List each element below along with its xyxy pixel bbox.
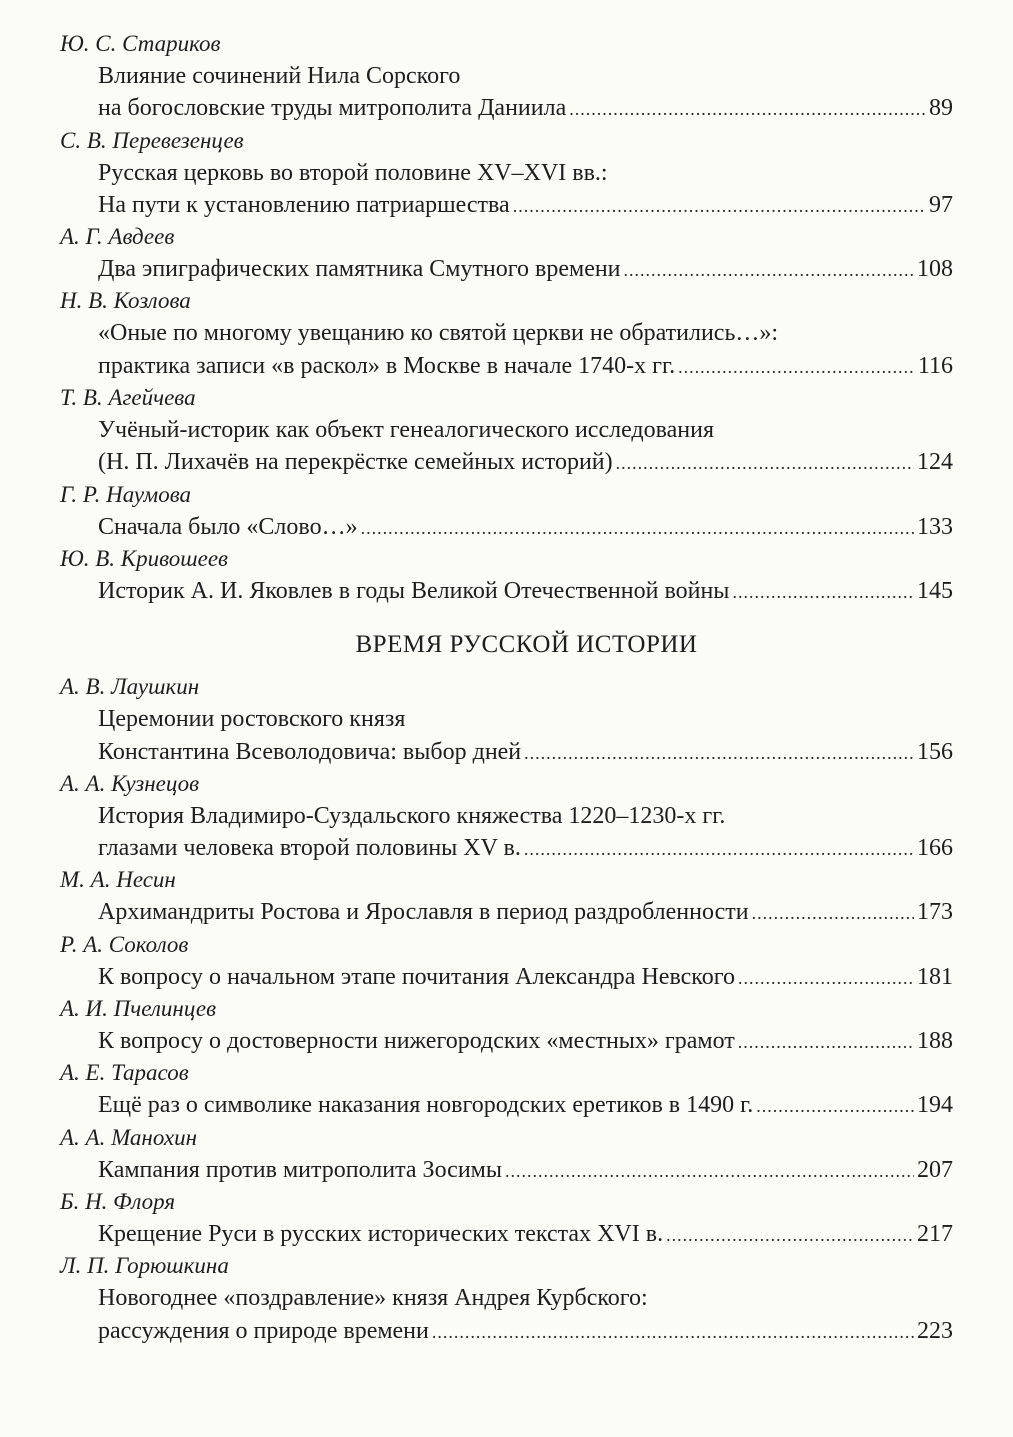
entry-author: А. А. Манохин [60, 1124, 198, 1150]
dot-leader [678, 351, 915, 382]
entry-title-line-with-page [60, 1025, 953, 1057]
entry-title-text: Ещё раз о символике наказания новгородских еретиков в 1490 г. [98, 1092, 754, 1119]
section-title: ВРЕМЯ РУССКОЙ ИСТОРИИ [355, 631, 698, 659]
page-number: 207 [917, 1156, 953, 1183]
toc-entry [60, 543, 953, 607]
toc-entry [60, 768, 953, 865]
dot-leader [756, 1090, 914, 1121]
entry-author: Л. П. Горюшкина [60, 1253, 229, 1279]
entry-title-text: Два эпиграфических памятника Смутного времени [98, 256, 621, 283]
entry-title-line-with-page [60, 961, 953, 993]
toc-entry [60, 1250, 953, 1347]
page-number: 116 [917, 352, 953, 379]
entry-title-line-with-page [60, 1154, 953, 1186]
toc-entry [60, 221, 953, 285]
entry-author: А. Е. Тарасов [60, 1060, 189, 1086]
toc-entry [60, 125, 953, 222]
entry-title-line-with-page [60, 446, 953, 478]
entry-author: Ю. С. Стариков [60, 31, 221, 56]
dot-leader [432, 1316, 914, 1347]
entry-author: Т. В. Агейчева [60, 385, 196, 411]
entry-author: А. Г. Авдеев [60, 224, 175, 250]
entry-title-text: К вопросу о начальном этапе почитания Александра Невского [98, 963, 735, 990]
entry-title-text: (Н. П. Лихачёв на перекрёстке семейных историй) [98, 449, 613, 476]
entry-title-text: рассуждения о природе времени [98, 1317, 429, 1344]
entry-title-line-with-page [60, 511, 953, 543]
entry-title-text: Архимандриты Ростова и Ярославля в период раздробленности [98, 899, 749, 926]
toc-entry [60, 285, 953, 382]
entry-title-line: Влияние сочинений Нила Сорского [98, 63, 461, 89]
dot-leader [569, 93, 926, 124]
dot-leader [524, 737, 914, 768]
toc-entry [60, 479, 953, 543]
toc-entry [60, 382, 953, 479]
entry-author: А. И. Пчелинцев [60, 996, 217, 1022]
entry-author: М. А. Несин [60, 867, 176, 893]
dot-leader [505, 1155, 914, 1186]
page-number: 97 [929, 191, 953, 218]
entry-author: Ю. В. Кривошеев [60, 545, 229, 571]
entry-title-text: Крещение Руси в русских исторических текстах XVI в. [98, 1220, 664, 1247]
toc-entry [60, 1186, 953, 1250]
entry-title-line: Церемонии ростовского князя [98, 706, 406, 733]
page-number: 188 [917, 1028, 953, 1055]
dot-leader [738, 962, 914, 993]
entry-author: Н. В. Козлова [60, 288, 191, 314]
entry-title-line: Русская церковь во второй половине XV–XVI вв.: [98, 159, 608, 186]
entry-title-text: практика записи «в раскол» в Москве в начале 1740-х гг. [98, 352, 676, 379]
page-number: 194 [917, 1092, 953, 1119]
entry-title-text: глазами человека второй половины XV в. [98, 835, 521, 862]
page-number: 133 [917, 513, 953, 540]
toc-entry [60, 864, 953, 928]
dot-leader [624, 254, 914, 285]
page-number: 108 [917, 256, 953, 283]
entry-author: А. А. Кузнецов [60, 770, 200, 796]
dot-leader [738, 1026, 914, 1057]
entry-title-text: Сначала было «Слово…» [98, 513, 358, 540]
page-number: 145 [917, 577, 953, 604]
dot-leader [513, 190, 926, 221]
toc-list [60, 671, 953, 1347]
entry-title-line: Новогоднее «поздравление» князя Андрея Курбского: [98, 1285, 648, 1312]
dot-leader [524, 833, 914, 864]
entry-title-line: История Владимиро-Суздальского княжества 1220–1230-х гг. [98, 802, 726, 829]
entry-author: А. В. Лаушкин [60, 674, 200, 700]
entry-title-text: Историк А. И. Яковлев в годы Великой Отечественной войны [98, 577, 730, 604]
toc-entry [60, 929, 953, 993]
entry-title-text: Константина Всеволодовича: выбор дней [98, 738, 522, 765]
entry-title-line-with-page [60, 1089, 953, 1121]
entry-title-line-with-page [60, 92, 953, 124]
entry-title-line-with-page [60, 1315, 953, 1347]
page-number: 181 [917, 963, 953, 990]
dot-leader [361, 512, 914, 543]
entry-title-line: Учёный-историк как объект генеалогического исследования [98, 417, 715, 444]
toc-entry [60, 993, 953, 1057]
page-number: 166 [917, 835, 953, 862]
entry-title-text: На пути к установлению патриаршества [98, 191, 510, 218]
entry-title-text: Кампания против митрополита Зосимы [98, 1156, 502, 1183]
dot-leader [732, 576, 914, 607]
toc-entry [60, 1057, 953, 1121]
dot-leader [616, 447, 914, 478]
entry-title-line: «Оные по многому увещанию ко святой церкви не обратились…»: [98, 320, 779, 347]
entry-title-line-with-page [60, 350, 953, 382]
page-number: 156 [917, 738, 953, 765]
entry-title-line-with-page [60, 832, 953, 864]
toc-entry [60, 671, 953, 768]
entry-author: С. В. Перевезенцев [60, 127, 244, 153]
entry-title-text: на богословские труды митрополита Даниила [98, 95, 567, 122]
entry-title-line-with-page [60, 253, 953, 285]
entry-title-line-with-page [60, 575, 953, 607]
entry-author: Р. А. Соколов [60, 931, 189, 957]
page-number: 217 [917, 1220, 953, 1247]
page-number: 173 [917, 899, 953, 926]
entry-title-line-with-page [60, 189, 953, 221]
entry-title-text: К вопросу о достоверности нижегородских «местных» грамот [98, 1028, 735, 1055]
entry-title-line-with-page [60, 1218, 953, 1250]
entry-title-line-with-page [60, 736, 953, 768]
page-number: 124 [917, 449, 953, 476]
entry-title-line-with-page [60, 896, 953, 928]
toc-entry [60, 1122, 953, 1186]
entry-author: Г. Р. Наумова [60, 481, 192, 507]
toc-entry [60, 28, 953, 125]
page-number: 89 [929, 95, 953, 122]
page-number: 223 [917, 1317, 953, 1344]
entry-author: Б. Н. Флоря [60, 1188, 176, 1214]
dot-leader [752, 897, 914, 928]
toc-list [60, 28, 953, 607]
dot-leader [666, 1219, 914, 1250]
